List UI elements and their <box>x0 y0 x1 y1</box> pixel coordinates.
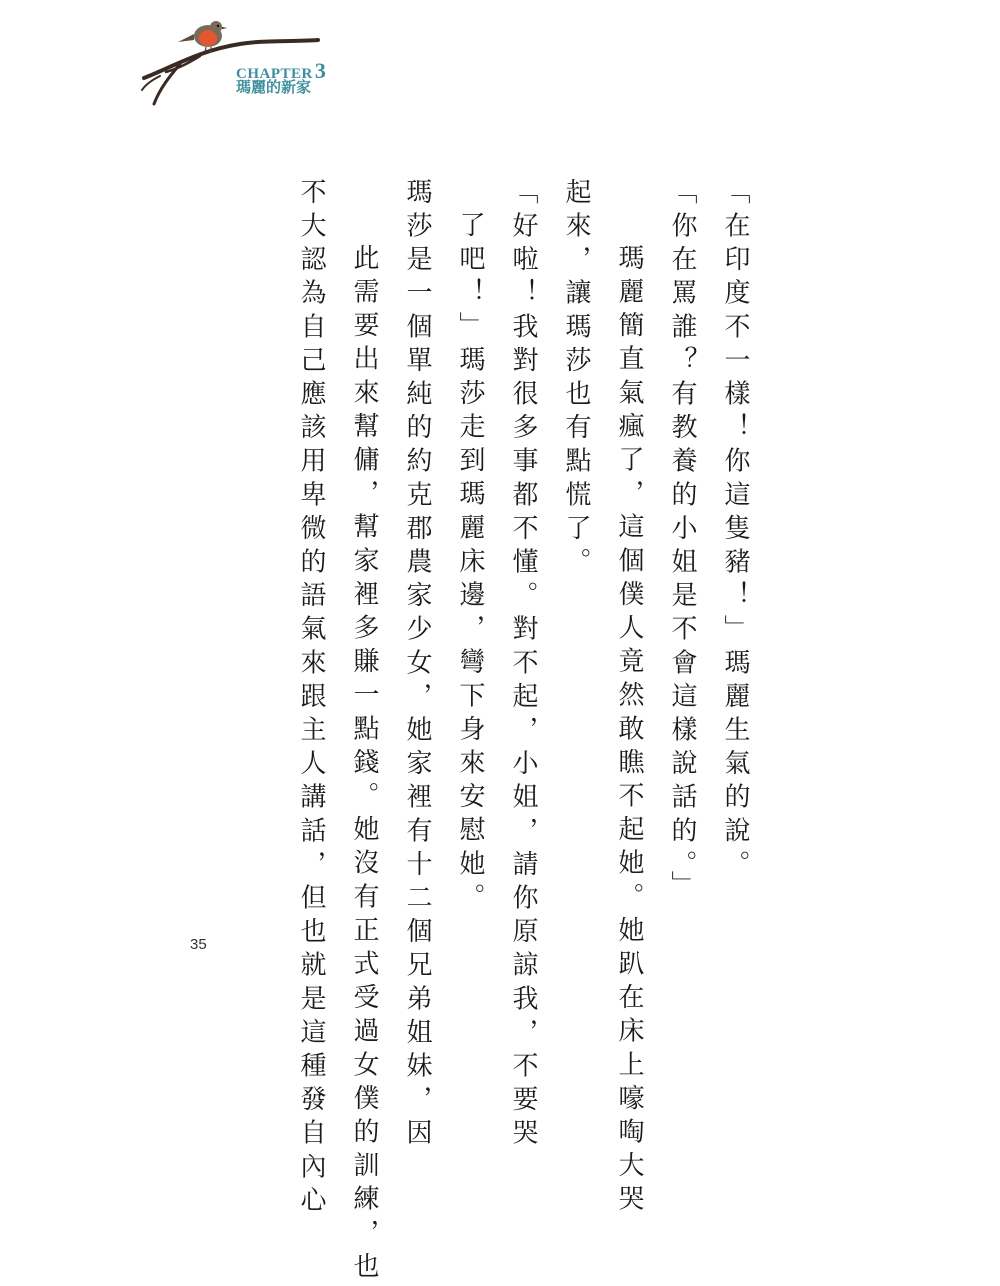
vertical-text-body <box>256 178 750 1286</box>
chapter-label-text: CHAPTER <box>236 66 313 82</box>
chapter-title: 瑪麗的新家 <box>236 78 312 96</box>
text-column: 「在印度不一樣！你這隻豬！」瑪麗生氣的說。 <box>720 178 750 884</box>
text-column: 了吧！」瑪莎走到瑪麗床邊，彎下身來安慰她。 <box>455 211 485 917</box>
text-column: 此需要出來幫傭，幫家裡多賺一點錢。她沒有正式受過女僕的訓練，也 <box>349 244 379 1286</box>
text-column: 「好啦！我對很多事都不懂。對不起，小姐，請你原諒我，不要哭 <box>508 178 538 1153</box>
chapter-number: 3 <box>314 58 327 83</box>
text-column: 瑪莎是一個單純的約克郡農家少女，她家裡有十二個兄弟姐妹，因 <box>402 178 432 1153</box>
text-column: 瑪麗簡直氣瘋了，這個僕人竟然敢瞧不起她。她趴在床上嚎啕大哭 <box>614 244 644 1219</box>
text-column: 「你在罵誰？有教養的小姐是不會這樣說話的。」 <box>667 178 697 905</box>
text-column: 不大認為自己應該用卑微的語氣來跟主人講話，但也就是這種發自內心 <box>296 178 326 1220</box>
page-number: 35 <box>190 936 207 953</box>
text-column: 起來，讓瑪莎也有點慌了。 <box>561 178 591 582</box>
